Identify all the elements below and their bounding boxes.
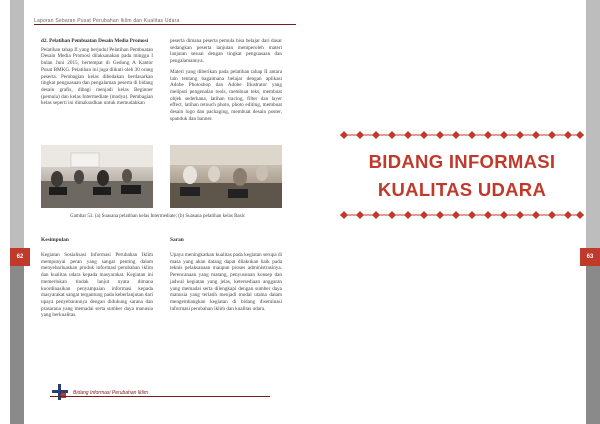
column-b (170, 38, 282, 126)
chapter-title (340, 148, 584, 204)
footer-rule (50, 396, 270, 397)
section-subhead: d2. Pelatihan Pembuatan Desain Media Promosi (41, 38, 149, 44)
photo-intermediate-class (41, 145, 153, 208)
right-page (302, 0, 600, 424)
column-a (41, 38, 153, 111)
ornament-border-top (340, 129, 584, 141)
left-page-number: 62 (10, 248, 30, 266)
kesimpulan-heading: Kesimpulan (41, 237, 69, 243)
running-footer: Bidang Informasi Perubahan Iklim (70, 390, 151, 396)
chapter-title-line-1: BIDANG INFORMASI (368, 151, 556, 172)
footer-logo-icon (52, 384, 68, 400)
left-page (10, 0, 302, 424)
right-sidebar-lower (586, 258, 600, 424)
header-rule (34, 24, 296, 25)
paragraph: peserta dimana peserta pemula bisa belajar dari dasar sedangkan peserta lanjutan memperoleh materi lanjutan sesuai dengan tingkat penguasaan dan pengalamannya. (170, 38, 282, 65)
left-sidebar-lower (10, 258, 24, 424)
saran-heading: Saran (170, 237, 184, 243)
paragraph: Pelatihan tahap II yang berjudul Pelatihan Pembuatan Desain Media Promosi dilaksanakan pada minggu I bulan Juni 2015, bertempat di Gedung A Kantor Pusat BMKG. Pelatihan ini juga diikuti oleh 30 orang peserta. Pembagian kelas dibedakan berdasarkan tingkat penguasaan dan pengalaman peserta di bidang desain grafis, dibagi menjadi kelas Beginner (pemula) dan kelas Intermediate (madya). Pembagian kelas seperti ini dimaksudkan untuk memudahkan (41, 46, 153, 107)
running-header: Laporan Sebaran Pusat Perubahan Iklim dan Kualitas Udara (34, 18, 180, 24)
paragraph: Materi yang diberikan pada pelatihan tahap II antara lain tentang bagaimana belajar dengan aplikasi Adobe Photoshop dan Adobe Illustrator yang meliputi pengenalan tools, membuat teks, membuat objek sederhana, latihan tracing, filter dan layer effect, latihan retouch photo, photo editing, membuat desain logo dan packaging, membuat desain poster, spanduk dan banner. (170, 68, 282, 122)
figure-caption: Gambar 53. (a) Suasana pelatihan kelas Intermediate; (b) Suasana pelatihan kelas Basic (70, 214, 246, 219)
saran-text: Upaya meningkatkan kualitas pada kegiatan serupa di masa yang akan datang dapat dilakukan baik pada teknis pelaksanaan maupun proses administrasinya. Perencanaan yang matang, penyusunan konsep dan jadwal kegiatan yang jelas, ketersediaan anggaran yang memadai serta dilengkapi dengan sumber daya manusia yang terlatih menjadi modal utama dalam mengembangkan kegiatan di bidang diseminasi informasi perubahan iklim dan kualitas udara. (170, 252, 282, 312)
photo-basic-class (170, 145, 282, 208)
right-page-number: 63 (580, 248, 600, 266)
kesimpulan-text: Kegiatan Sosialisasi Informasi Perubahan Iklim mempunyai peran yang sangat penting dalam menyebarluaskan produk informasi perubahan iklim dan kualitas udara kepada masyarakat. Kegiatan ini memerlukan tindak lanjut nyata dimana koordinasikan penyampaian informasi kepada masyarakat sangat tergantung pada keberlanjutan dari upaya penyebarannya dengan didukung sarana dan prasarana yang memadai serta sumber daya manusia yang berkualitas. (41, 252, 153, 319)
ornament-border-bottom (340, 209, 584, 221)
chapter-title-line-2: KUALITAS UDARA (377, 179, 547, 200)
